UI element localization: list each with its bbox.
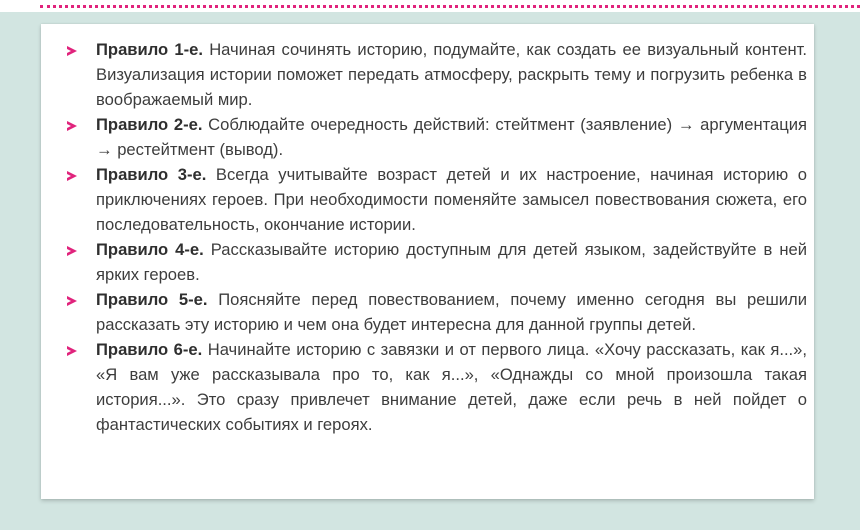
triangle-arrow-icon (67, 296, 77, 306)
rule-title: Правило 6-е. (96, 340, 203, 359)
rules-list (67, 37, 807, 437)
triangle-arrow-icon (67, 346, 77, 356)
rule-title: Правило 5-е. (96, 290, 208, 309)
rule-title: Правило 1-е. (96, 40, 203, 59)
rule-item-6 (67, 337, 807, 437)
triangle-arrow-icon (67, 246, 77, 256)
rules-card (41, 24, 814, 499)
rule-item-1 (67, 37, 807, 112)
rule-text: Рассказывайте историю доступным для детей языком, задействуйте в ней ярких героев. (96, 240, 807, 284)
rule-text: Соблюдайте очередность действий: стейтмент (заявление) → аргументация → рестейтмент (вывод). (96, 115, 808, 159)
rule-item-5 (67, 287, 807, 337)
top-strip (0, 0, 860, 12)
rule-text: Начиная сочинять историю, подумайте, как создать ее визуальный контент. Визуализация истории поможет передать атмосферу, раскрыть тему и погрузить ребенка в воображаемый мир. (96, 40, 807, 109)
triangle-arrow-icon (67, 46, 77, 56)
rule-title: Правило 4-е. (96, 240, 204, 259)
rule-item-4 (67, 237, 807, 287)
rule-text: Всегда учитывайте возраст детей и их настроение, начиная историю о приключениях героев. При необходимости поменяйте замысел повествования сюжета, его последовательность, окончание истории. (96, 165, 808, 234)
rule-item-2 (67, 112, 807, 162)
triangle-arrow-icon (67, 121, 77, 131)
rule-title: Правило 2-е. (96, 115, 203, 134)
dotted-divider (40, 5, 860, 8)
rule-title: Правило 3-е. (96, 165, 207, 184)
triangle-arrow-icon (67, 171, 77, 181)
rule-item-3 (67, 162, 807, 237)
rule-text: Начинайте историю с завязки и от первого лица. «Хочу рассказать, как я...», «Я вам уже рассказывала про то, как я...», «Однажды со мной произошла такая история...». Это сразу привлечет внимание детей, даже если речь в ней пойдет о фантастических событиях и героях. (96, 340, 808, 434)
rule-text: Поясняйте перед повествованием, почему именно сегодня вы решили рассказать эту историю и чем она будет интересна для данной группы детей. (96, 290, 808, 334)
